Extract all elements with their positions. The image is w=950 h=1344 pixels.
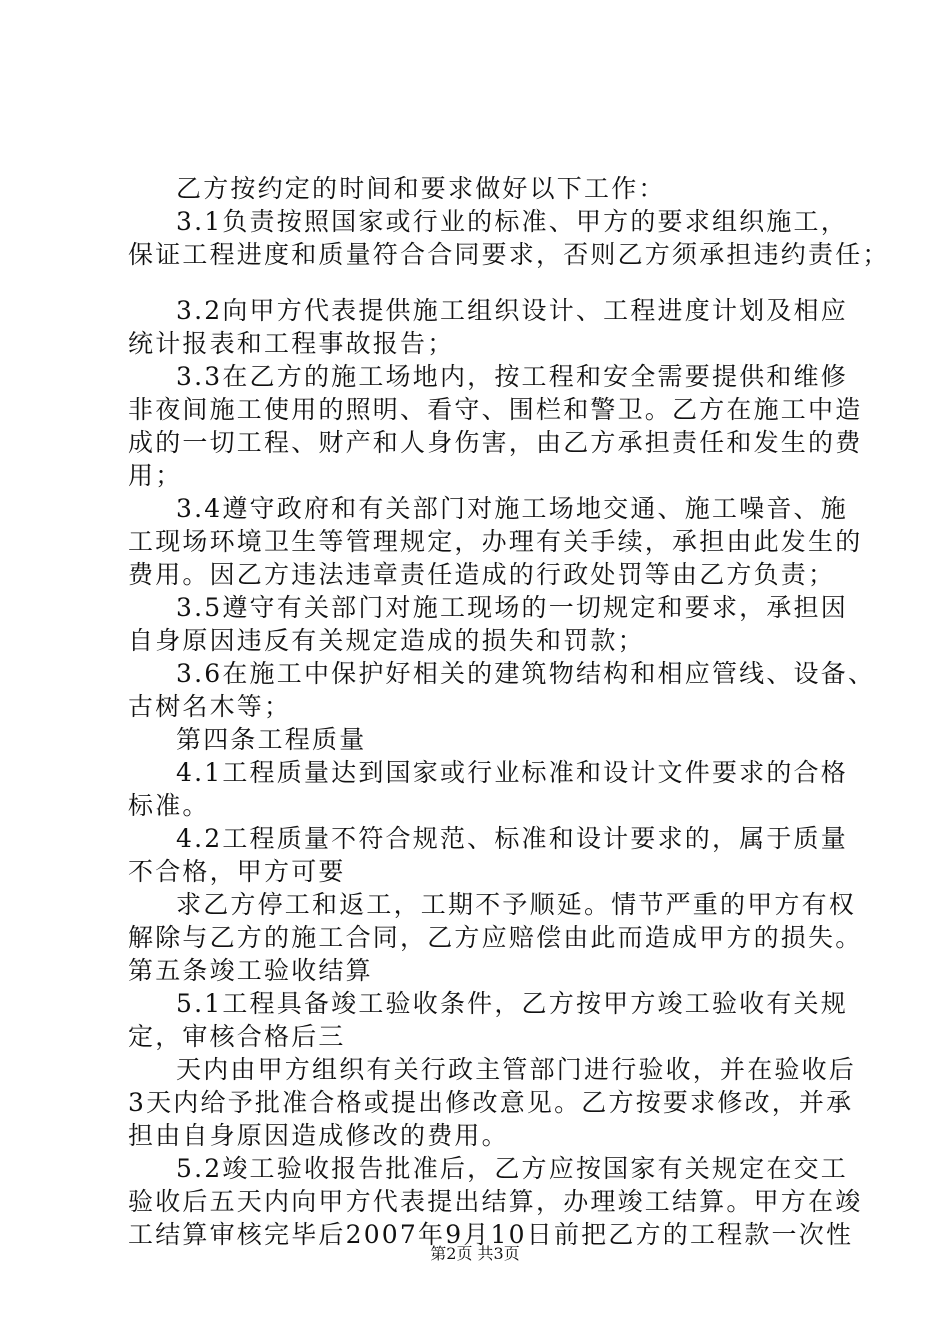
text-line-8: 成的一切工程、财产和人身伤害，由乙方承担责任和发生的费 [128, 428, 863, 457]
text-line-15: 3.6在施工中保护好相关的建筑物结构和相应管线、设备、 [176, 659, 876, 688]
text-line-32: 工结算审核完毕后2007年9月10日前把乙方的工程款一次性 [128, 1220, 854, 1249]
text-line-25: 5.1工程具备竣工验收条件，乙方按甲方竣工验收有关规 [176, 989, 848, 1018]
text-line-29: 担由自身原因造成修改的费用。 [128, 1121, 509, 1150]
section-heading-article-4: 第四条工程质量 [176, 725, 367, 754]
text-line-22: 求乙方停工和返工，工期不予顺延。情节严重的甲方有权 [176, 890, 857, 919]
text-line-11: 工现场环境卫生等管理规定，办理有关手续，承担由此发生的 [128, 527, 863, 556]
text-line-13: 3.5遵守有关部门对施工现场的一切规定和要求，承担因 [176, 593, 848, 622]
text-line-23: 解除与乙方的施工合同，乙方应赔偿由此而造成甲方的损失。 [128, 923, 863, 952]
text-line-1: 乙方按约定的时间和要求做好以下工作： [176, 174, 666, 203]
text-line-3: 保证工程进度和质量符合合同要求，否则乙方须承担违约责任； [128, 240, 890, 269]
page-number-footer: 第2页 共3页 [430, 1244, 520, 1263]
text-line-4: 3.2向甲方代表提供施工组织设计、工程进度计划及相应 [176, 296, 848, 325]
text-line-21: 不合格，甲方可要 [128, 857, 346, 886]
text-line-5: 统计报表和工程事故报告； [128, 329, 455, 358]
text-line-14: 自身原因违反有关规定造成的损失和罚款； [128, 626, 645, 655]
section-heading-article-5: 第五条竣工验收结算 [128, 956, 373, 985]
text-line-26: 定，审核合格后三 [128, 1022, 346, 1051]
text-line-9: 用； [128, 461, 183, 490]
text-line-30: 5.2竣工验收报告批准后，乙方应按国家有关规定在交工 [176, 1154, 848, 1183]
text-line-12: 费用。因乙方违法违章责任造成的行政处罚等由乙方负责； [128, 560, 836, 589]
text-line-7: 非夜间施工使用的照明、看守、围栏和警卫。乙方在施工中造 [128, 395, 863, 424]
text-line-6: 3.3在乙方的施工场地内，按工程和安全需要提供和维修 [176, 362, 848, 391]
text-line-2: 3.1负责按照国家或行业的标准、甲方的要求组织施工， [176, 207, 848, 236]
text-line-16: 古树名木等； [128, 692, 292, 721]
text-line-31: 验收后五天内向甲方代表提出结算，办理竣工结算。甲方在竣 [128, 1187, 863, 1216]
text-line-10: 3.4遵守政府和有关部门对施工场地交通、施工噪音、施 [176, 494, 848, 523]
text-line-19: 标准。 [128, 791, 210, 820]
text-line-28: 3天内给予批准合格或提出修改意见。乙方按要求修改，并承 [128, 1088, 854, 1117]
text-line-20: 4.2工程质量不符合规范、标准和设计要求的，属于质量 [176, 824, 848, 853]
text-line-18: 4.1工程质量达到国家或行业标准和设计文件要求的合格 [176, 758, 848, 787]
text-line-27: 天内由甲方组织有关行政主管部门进行验收，并在验收后 [176, 1055, 857, 1084]
